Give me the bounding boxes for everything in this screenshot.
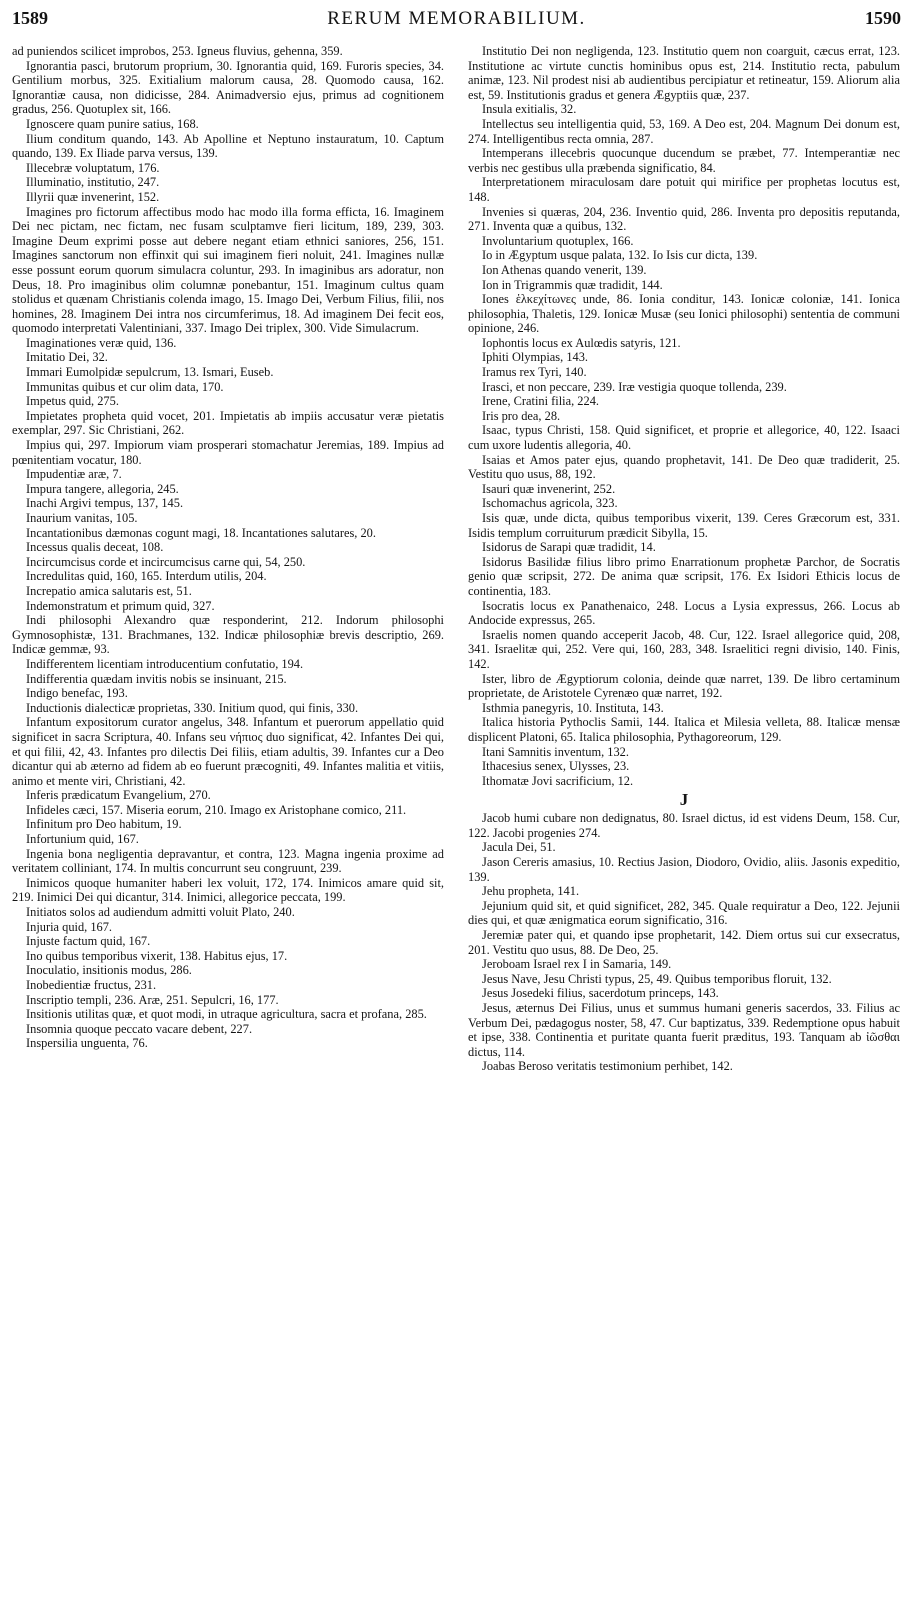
index-entry: Inobedientiæ fructus, 231. [26,978,157,992]
index-entry: Interpretationem miraculosam dare potuit qui mirifice per prophetas locutus est, 148. [468,175,900,204]
index-entry: Immari Eumolpidæ sepulcrum, 13. Ismari, Euseb. [26,365,274,380]
index-entry: Ion in Trigrammis quæ tradidit, 144. [482,277,663,292]
index-entry: Ischomachus agricola, 323. [482,496,618,511]
index-entry: Intemperans illecebris quocunque ducendum se præbet, 77. Intemperantiæ nec verbis nec gestibus ulla præbenda significatio, 84. [468,146,900,175]
index-entry: Isauri quæ invenerint, 252. [482,481,616,496]
index-entry: Jacula Dei, 51. [482,840,556,855]
index-entry: Iophontis locus ex Aulœdis satyris, 121. [482,335,681,350]
index-entry: Israelis nomen quando acceperit Jacob, 48. Cur, 122. Israel allegorice quid, 208, 341. Israelitæ qui, 252. Vere qui, 160, 283, 348. Israelitici regni divisio, 140. Finis, 142. [468,627,900,671]
index-entry: Indemonstratum et primum quid, 327. [26,598,215,613]
index-entry: Jason Cereris amasius, 10. Rectius Jasion, Diodoro, Ovidio, aliis. Jasonis expeditio, 139. [468,855,900,884]
index-entry: Isocratis locus ex Panathenaico, 248. Locus a Lysia expressus, 266. Locus ab Andocide expressus, 265. [468,598,900,628]
index-entry: Initiatos solos ad audiendum admitti voluit Plato, 240. [26,905,295,920]
index-entry: Impura tangere, allegoria, 245. [26,481,179,496]
index-entry: Indifferentem licentiam introducentium confutatio, 194. [26,656,304,671]
index-entry: Ilium conditum quando, 143. Ab Apolline et Neptuno instauratum, 10. Captum quando, 139. Ex Iliade parva versus, 139. [12,131,444,161]
index-entry: Isaac, typus Christi, 158. Quid significet, et proprie et allegorice, 40, 122. Isaaci cum uxore ludentis allegoria, 40. [468,423,900,453]
index-entry: Illecebræ voluptatum, 176. [26,160,160,175]
index-entry: Impius qui, 297. Impiorum viam prosperari stomachatur Jeremias, 189. Impius ad pœnitentiam vocatur, 180. [12,438,444,467]
index-entry: Injuria quid, 167. [26,919,113,934]
index-entry: Jacob humi cubare non dedignatus, 80. Israel dictus, id est videns Deum, 158. Cur, 122. Jacobi progenies 274. [468,811,900,840]
index-entry: Inimicos quoque humaniter haberi lex voluit, 172, 174. Inimicos amare quid sit, 219. Inimici Dei qui dicantur, 314. Inimici, allegorice peccata, 199. [12,875,444,905]
index-entry: Indigo benefac, 193. [26,686,128,701]
index-entry: Imagines pro fictorum affectibus modo hac modo illa forma efficta, 16. Imaginem Dei nec pictam, nec fictam, nec fusam sculptamve fieri licitum, 189, 239, 303. Imagine Deum exprimi posse aut debere negant etiam ethnici saniores, 256, 151. Imagines sanctorum non effinxit qui sui imaginem fieri noluit, 241. Imagines nullæ esse possunt eorum quorum simulacra coluntur, 293. In imaginibus ars adoratur, non Deus, 18. Pro imaginibus olim columnæ ponebantur, 151. Imaginum cultus quam stolidus et quænam Christianis colenda imago, 15. Imago Dei, Verbum Filius, filii, nos homines, 28. Imaginem Dei intra nos circumferimus, 18. Ad imaginem Dei fecit eos, quomodo interpretati Valentiniani, 337. Imago Dei triplex, 300. Vide Simulacrum. [12,204,444,336]
index-entry: Ignorantia pasci, brutorum proprium, 30. Ignorantia quid, 169. Furoris species, 34. Gentilium morbus, 325. Exitialium malorum causa, 28. Quomodo causa, 162. Ignorantiæ causa, non didicisse, 284. Animadversio ejus, primus ad cognitionem gradus, 256. Quotuplex sit, 166. [12,58,444,117]
index-entry: Inductionis dialecticæ proprietas, 330. Initium quod, qui finis, 330. [26,700,359,715]
section-letter: J [679,790,689,810]
index-entry: Increpatio amica salutaris est, 51. [26,583,192,598]
index-entry: Isidorus Basilidæ filius libro primo Enarrationum prophetæ Parchor, de Socratis genio quæ scripsit, 272. De anima quæ scripsit, 176. Ex Isidori Ethicis locus de continentia, 183. [468,554,900,598]
index-entry: Impietates propheta quid vocet, 201. Impietatis ab impiis accusatur veræ pietatis exemplar, 297. Sic Christiani, 262. [12,408,444,438]
index-entry: Illuminatio, institutio, 247. [26,175,160,190]
page-number-left: 1589 [12,8,48,28]
index-entry: Impudentiæ aræ, 7. [26,467,122,482]
index-entry: Isidorus de Sarapi quæ tradidit, 14. [482,540,656,555]
index-entry: Inoculatio, insitionis modus, 286. [26,963,192,978]
index-entry: Inscriptio templi, 236. Aræ, 251. Sepulcri, 16, 177. [26,992,279,1007]
index-entry: Isthmia panegyris, 10. Instituta, 143. [482,700,664,715]
page-header [12,8,901,34]
index-entry: ad puniendos scilicet improbos, 253. Igneus fluvius, gehenna, 359. [12,44,343,58]
index-entry: Institutio Dei non negligenda, 123. Institutio quem non coarguit, cæcus errat, 123. Institutione ac virtute cunctis hominibus opus est, 214. Institutio recta, pabulum animæ, 123. Nil prodest nisi ab audientibus percipiatur et retineatur, 159. Aliorum alia est, 59. Institutionis gradus et genera Ægyptiis quæ, 237. [468,44,900,102]
index-entry: Infortunium quid, 167. [26,832,139,847]
index-entry: Impetus quid, 275. [26,394,119,409]
index-entry: Invenies si quæras, 204, 236. Inventio quid, 286. Inventa pro depositis reputanda, 271. Inventa quæ a quibus, 132. [468,204,900,234]
index-entry: Iones ἑλκεχίτωνες unde, 86. Ionia conditur, 143. Ionicæ coloniæ, 141. Ionica philosophia, Thaletis, 129. Ionicæ Musæ (seu Ionici philosophi) sententia de communi opinione, 246. [468,292,900,336]
index-entry: Imaginationes veræ quid, 136. [26,335,177,350]
index-entry: Iris pro dea, 28. [482,408,561,423]
index-entry: Imitatio Dei, 32. [26,350,108,365]
index-entry: Ister, libro de Ægyptiorum colonia, deinde quæ narret, 139. De libro certaminum proprietate, de Aristotele Cyrenæo quæ narret, 192. [468,671,900,701]
index-entry: Incessus qualis deceat, 108. [26,540,164,555]
index-entry: Immunitas quibus et cur olim data, 170. [26,379,224,394]
index-entry: Jesus Nave, Jesu Christi typus, 25, 49. Quibus temporibus floruit, 132. [482,971,832,986]
index-entry: Insula exitialis, 32. [482,102,577,117]
index-entry: Jesus, æternus Dei Filius, unus et summus humani generis sacerdos, 33. Filius ac Verbum Dei, pædagogus noster, 58, 47. Cur baptizatus, 339. Redemptione opus habuit et ipse, 338. Continentia et puritate quanta fuerit præditus, 193. Tanquam ab ἰῶσθαι dictus, 114. [468,1001,900,1059]
index-entry: Ino quibus temporibus vixerit, 138. Habitus ejus, 17. [26,948,288,963]
index-column-left [12,44,444,1051]
index-entry: Jehu propheta, 141. [482,884,580,899]
index-entry: Indi philosophi Alexandro quæ responderint, 212. Indorum philosophi Gymnosophistæ, 131. Brachmanes, 132. Indicæ philosophiæ brevis descriptio, 269. Indicæ gemmæ, 93. [12,613,444,657]
index-entry: Irasci, et non peccare, 239. Iræ vestigia quoque tollenda, 239. [482,379,787,394]
index-entry: Irene, Cratini filia, 224. [482,394,599,409]
page-number-right: 1590 [865,8,901,28]
index-entry: Infinitum pro Deo habitum, 19. [26,817,182,832]
index-entry: Inaurium vanitas, 105. [26,511,138,525]
index-entry: Ignoscere quam punire satius, 168. [26,116,199,131]
index-entry: Infideles cæci, 157. Miseria eorum, 210. Imago ex Aristophane comico, 211. [26,802,407,817]
index-entry: Ingenia bona negligentia depravantur, et contra, 123. Magna ingenia proxime ad veritatem colliniant, 174. In multis concurrunt seu congruunt, 239. [12,846,444,876]
index-entry: Incircumcisus corde et incircumcisus carne qui, 54, 250. [26,554,306,569]
index-entry: Inferis prædicatum Evangelium, 270. [26,788,211,803]
index-entry: Italica historia Pythoclis Samii, 144. Italica et Milesia velleta, 88. Italicæ mensæ displicent Platoni, 65. Italica philosophia, Pythagoreorum, 129. [468,715,900,744]
index-entry: Involuntarium quotuplex, 166. [482,233,634,248]
index-entry: Infantum expositorum curator angelus, 348. Infantum et puerorum appellatio quid significet in sacra Scriptura, 40. Infans seu νήπιος duo significat, 42. Infantes Dei qui, et qui filii, 42, 43. Infantes pro dilectis Dei filiis, etiam adultis, 39. Infantes cur a Deo dicantur qui ab æterno ad fidem ab eo fuerunt præcogniti, 49. Infantes malitia et vitiis, animo et mente viri, Christiani, 42. [12,715,444,788]
index-entry: Jejunium quid sit, et quid significet, 282, 345. Quale requiratur a Deo, 122. Jejunii dies qui, et quæ ænigmatica eorum significatio, 316. [468,898,900,928]
index-entry: Iramus rex Tyri, 140. [482,365,587,380]
index-column-right [468,44,900,1074]
index-entry: Isis quæ, unde dicta, quibus temporibus vixerit, 139. Ceres Græcorum est, 331. Isidis templum corruiturum prædicit Sibylla, 15. [468,511,900,540]
index-entry: Inspersilia unguenta, 76. [26,1036,148,1051]
index-entry: Iphiti Olympias, 143. [482,350,589,365]
index-entry: Insitionis utilitas quæ, et quot modi, in utraque agricultura, sacra et profana, 285. [26,1007,427,1022]
index-entry: Jeremiæ pater qui, et quando ipse prophetarit, 142. Diem ortus sui cur exsecratus, 201. Vestitu quo usus, 88. De Deo, 25. [468,928,900,957]
index-entry: Ion Athenas quando venerit, 139. [482,262,647,277]
index-entry: Jeroboam Israel rex I in Samaria, 149. [482,957,672,972]
index-entry: Ithacesius senex, Ulysses, 23. [482,759,630,774]
index-entry: Incantationibus dæmonas cogunt magi, 18. Incantationes salutares, 20. [26,525,376,540]
index-entry: Inachi Argivi tempus, 137, 145. [26,496,184,511]
index-entry: Indifferentia quædam invitis nobis se insinuant, 215. [26,671,287,686]
index-entry: Intellectus seu intelligentia quid, 53, 169. A Deo est, 204. Magnum Dei donum est, 274. Intelligentibus recta omnia, 287. [468,116,900,146]
index-entry: Injuste factum quid, 167. [26,934,151,949]
running-title: RERUM MEMORABILIUM. [327,8,586,29]
index-entry: Itani Samnitis inventum, 132. [482,744,629,759]
index-entry: Insomnia quoque peccato vacare debent, 227. [26,1021,253,1036]
index-entry: Isaias et Amos pater ejus, quando prophetavit, 141. De Deo quæ tradiderit, 25. Vestitu quo usus, 88, 192. [468,452,900,482]
index-entry: Incredulitas quid, 160, 165. Interdum utilis, 204. [26,569,267,584]
index-entry: Ithomatæ Jovi sacrificium, 12. [482,773,634,788]
index-entry: Io in Ægyptum usque palata, 132. Io Isis cur dicta, 139. [482,248,758,263]
index-entry: Jesus Josedeki filius, sacerdotum princeps, 143. [482,986,719,1001]
index-entry: Joabas Beroso veritatis testimonium perhibet, 142. [482,1059,733,1074]
index-entry: Illyrii quæ invenerint, 152. [26,189,160,204]
